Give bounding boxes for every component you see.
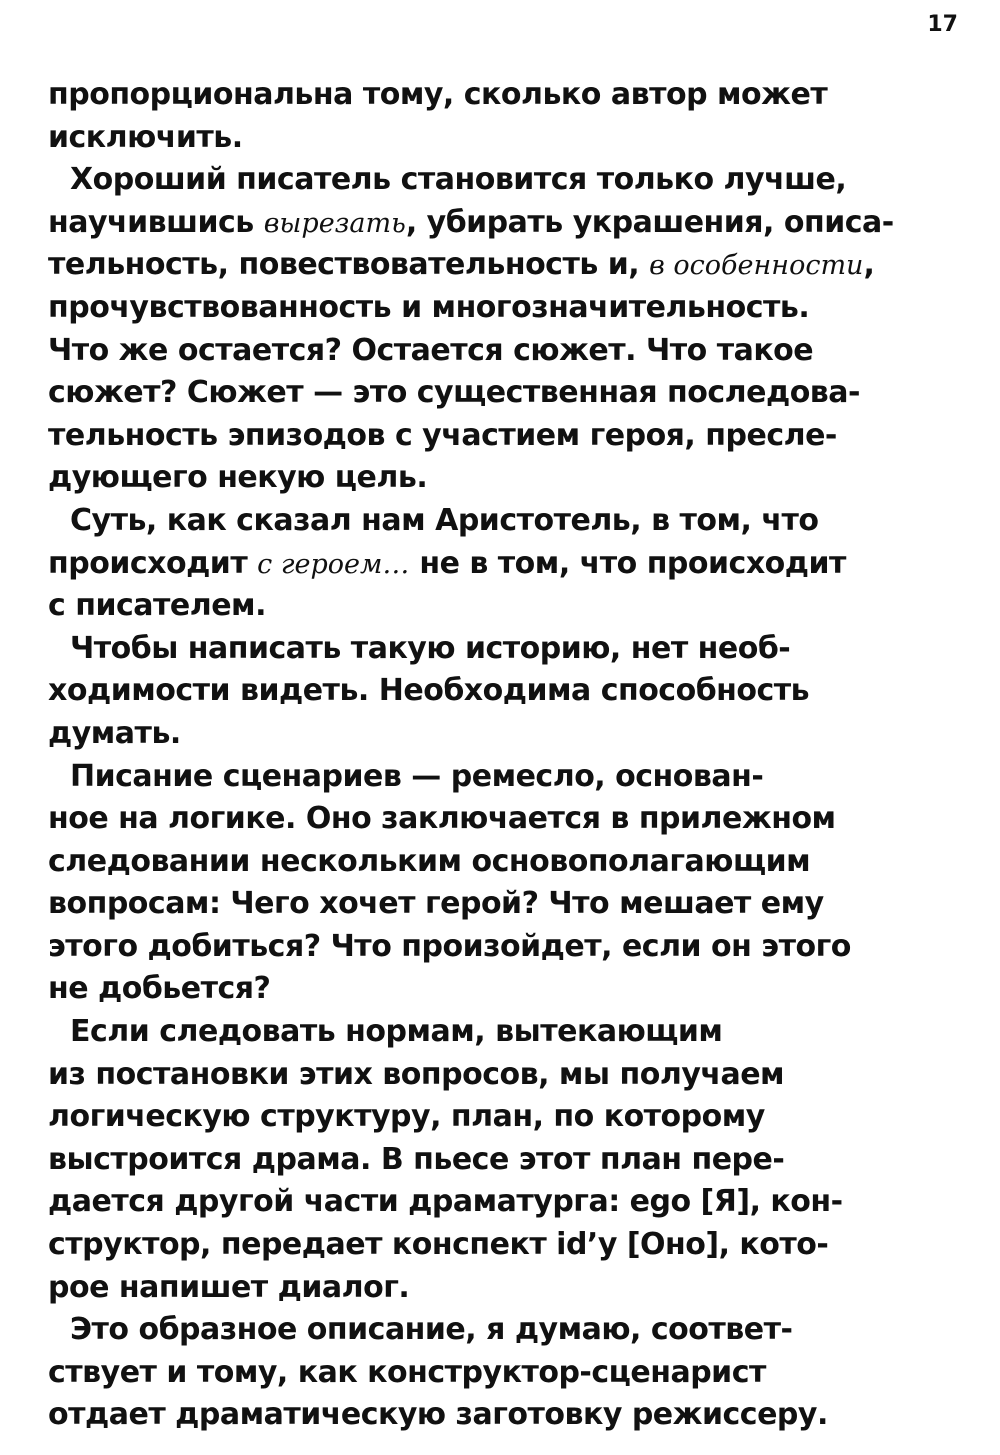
text-line xyxy=(48,330,960,373)
text-line xyxy=(48,968,960,1011)
text-segment: тельность, повествовательность и, xyxy=(48,247,650,283)
text-segment: , убирать украшения, описа- xyxy=(405,204,894,240)
text-segment: Суть, как сказал нам Аристотель, в том, что xyxy=(70,502,819,538)
text-segment: Если следовать нормам, вытекающим xyxy=(70,1014,723,1050)
text-segment: Хороший писатель становится только лучше, xyxy=(70,162,847,198)
text-line xyxy=(48,628,960,671)
text-segment: выстроится драма. В пьесе этот план пере- xyxy=(48,1141,785,1177)
text-segment: Это образное описание, я думаю, соответ- xyxy=(70,1312,793,1348)
text-line xyxy=(48,1181,960,1224)
text-segment: рое напишет диалог. xyxy=(48,1269,410,1305)
text-line xyxy=(48,202,960,245)
text-segment: из постановки этих вопросов, мы получаем xyxy=(48,1056,785,1092)
text-segment: не в том, что происходит xyxy=(409,545,846,581)
text-segment: дующего некую цель. xyxy=(48,460,428,496)
text-segment: следовании нескольким основополагающим xyxy=(48,843,811,879)
text-line xyxy=(48,1054,960,1097)
text-line xyxy=(48,159,960,202)
text-segment: дается другой части драматурга: ego [Я], кон- xyxy=(48,1184,843,1220)
text-line xyxy=(48,756,960,799)
text-line xyxy=(48,287,960,330)
text-segment: ное на логике. Оно заключается в прилежном xyxy=(48,801,836,837)
text-segment: научившись xyxy=(48,204,264,240)
text-line xyxy=(48,926,960,969)
text-line xyxy=(48,1096,960,1139)
text-segment: пропорциональна тому, сколько автор может xyxy=(48,77,828,112)
page-number: 17 xyxy=(927,12,958,37)
text-line xyxy=(48,798,960,841)
text-line xyxy=(48,1309,960,1352)
text-line xyxy=(48,670,960,713)
text-segment: структор, передает конспект id’y [Оно], кото- xyxy=(48,1227,829,1263)
text-line xyxy=(48,841,960,884)
text-line xyxy=(48,1394,960,1437)
text-line xyxy=(48,415,960,458)
text-segment: логическую структуру, план, по которому xyxy=(48,1099,765,1135)
text-segment: не добьется? xyxy=(48,971,271,1007)
text-segment: исключить. xyxy=(48,119,243,155)
text-segment: вопросам: Чего хочет герой? Что мешает ему xyxy=(48,886,824,922)
text-line xyxy=(48,1267,960,1310)
italic-emphasis: с героем… xyxy=(257,548,410,580)
body-text xyxy=(48,74,960,1437)
text-line xyxy=(48,244,960,287)
text-segment: отдает драматическую заготовку режиссеру. xyxy=(48,1397,828,1433)
text-segment: ходимости видеть. Необходима способность xyxy=(48,673,810,709)
text-line xyxy=(48,585,960,628)
text-line xyxy=(48,1224,960,1267)
text-segment: прочувствованность и многозначительность. xyxy=(48,289,810,325)
italic-emphasis: в особенности xyxy=(649,250,864,282)
text-line xyxy=(48,117,960,160)
text-line xyxy=(48,1011,960,1054)
text-line xyxy=(48,1352,960,1395)
text-segment: , xyxy=(863,247,875,283)
text-line xyxy=(48,372,960,415)
text-segment: думать. xyxy=(48,715,181,751)
text-segment: сюжет? Сюжет — это существенная последова- xyxy=(48,375,860,411)
text-segment: Чтобы написать такую историю, нет необ- xyxy=(70,630,791,666)
text-line xyxy=(48,713,960,756)
text-segment: с писателем. xyxy=(48,588,266,624)
text-line xyxy=(48,74,960,117)
text-segment: ствует и тому, как конструктор-сценарист xyxy=(48,1354,766,1390)
text-segment: происходит xyxy=(48,545,258,581)
text-line xyxy=(48,1139,960,1182)
text-segment: Что же остается? Остается сюжет. Что такое xyxy=(48,332,814,368)
text-segment: Писание сценариев — ремесло, основан- xyxy=(70,758,764,794)
text-line xyxy=(48,457,960,500)
text-line xyxy=(48,543,960,586)
text-line xyxy=(48,883,960,926)
text-line xyxy=(48,500,960,543)
italic-emphasis: вырезать xyxy=(263,207,406,239)
text-segment: тельность эпизодов с участием героя, пресле- xyxy=(48,417,837,453)
text-segment: этого добиться? Что произойдет, если он этого xyxy=(48,928,851,964)
